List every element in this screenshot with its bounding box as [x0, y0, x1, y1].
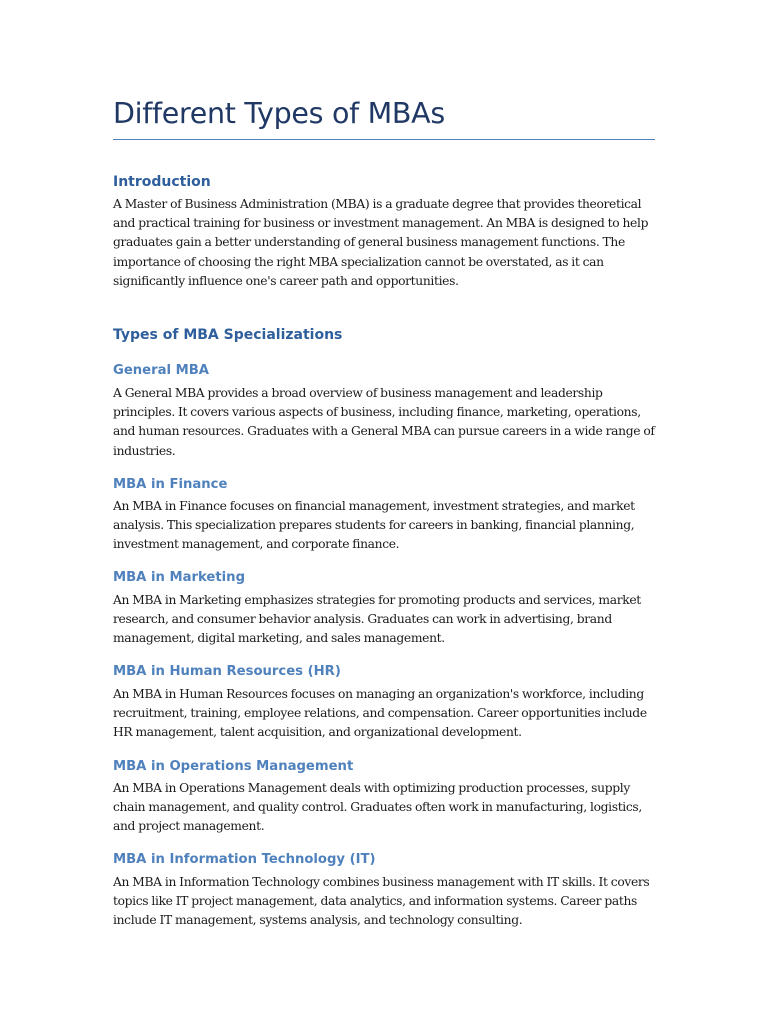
section-paragraph-information-technology: An MBA in Information Technology combines business management with IT skills. It covers topics like IT project management, data analytics, and information systems. Career paths include IT management, systems analysis, and technology consulting. — [113, 875, 650, 928]
section-heading-information-technology: MBA in Information Technology (IT) — [113, 852, 376, 867]
section-heading-general-mba: General MBA — [113, 363, 209, 378]
section-heading-human-resources: MBA in Human Resources (HR) — [113, 664, 341, 679]
introduction-heading: Introduction — [113, 174, 211, 190]
section-paragraph-finance: An MBA in Finance focuses on financial management, investment strategies, and market analysis. This specialization prepares students for careers in banking, financial planning, investment management, and corporate finance. — [113, 499, 635, 552]
section-paragraph-marketing: An MBA in Marketing emphasizes strategies for promoting products and services, market research, and consumer behavior analysis. Graduates can work in advertising, brand management, digital marketing, and sales management. — [113, 593, 641, 646]
document-title: Different Types of MBAs — [113, 97, 445, 130]
introduction-paragraph: A Master of Business Administration (MBA) is a graduate degree that provides theoretical and practical training for business or investment management. An MBA is designed to help graduates gain a better understanding of general business management functions. The importance of choosing the right MBA specialization cannot be overstated, as it can significantly influence one's career path and opportunities. — [113, 197, 649, 288]
section-paragraph-general-mba: A General MBA provides a broad overview of business management and leadership principles. It covers various aspects of business, including finance, marketing, operations, and human resources. Graduates with a General MBA can pursue careers in a wide range of industries. — [113, 386, 655, 458]
title-underline-divider — [113, 139, 655, 140]
section-paragraph-operations: An MBA in Operations Management deals with optimizing production processes, supply chain management, and quality control. Graduates often work in manufacturing, logistics, and project management. — [113, 781, 642, 834]
section-heading-marketing: MBA in Marketing — [113, 570, 246, 585]
specializations-heading: Types of MBA Specializations — [113, 327, 343, 343]
section-heading-operations: MBA in Operations Management — [113, 759, 354, 774]
section-heading-finance: MBA in Finance — [113, 477, 228, 492]
section-paragraph-human-resources: An MBA in Human Resources focuses on managing an organization's workforce, including recruitment, training, employee relations, and compensation. Career opportunities include HR management, talent acquisition, and organizational development. — [113, 687, 647, 740]
